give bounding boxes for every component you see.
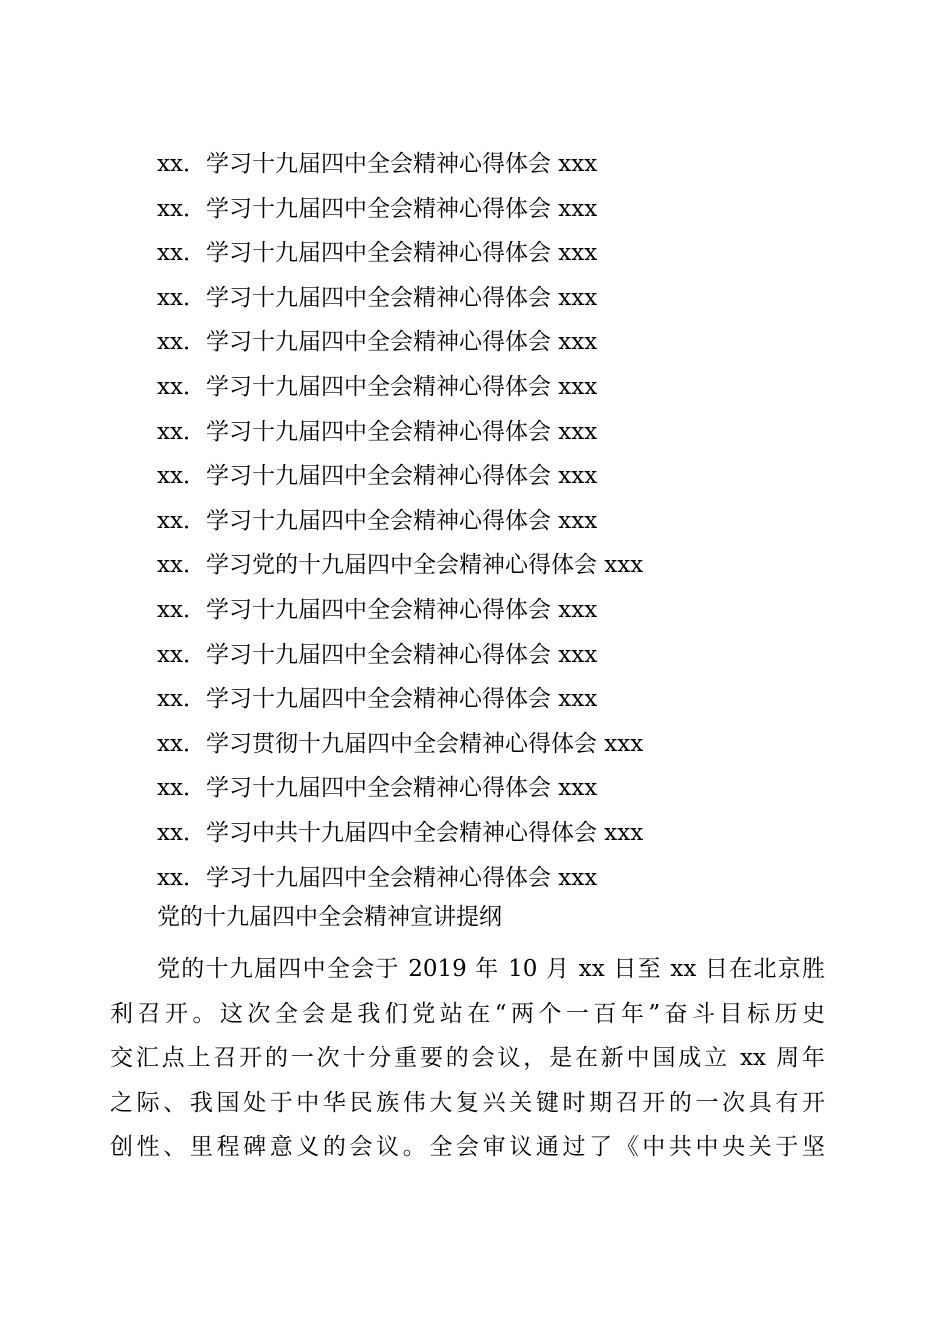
paragraph-line: 交汇点上召开的一次十分重要的会议，是在新中国成立 xx 周年 [110, 1045, 825, 1072]
toc-item: xx．学习十九届四中全会精神心得体会 xxx [157, 463, 598, 490]
paragraph-line: 党的十九届四中全会于 2019 年 10 月 xx 日至 xx 日在北京胜 [157, 956, 825, 982]
toc-item: xx．学习十九届四中全会精神心得体会 xxx [157, 775, 598, 802]
paragraph-line: 创性、里程碑意义的会议。全会审议通过了《中共中央关于坚 [110, 1134, 825, 1161]
toc-item: xx．学习十九届四中全会精神心得体会 xxx [157, 641, 598, 668]
table-of-contents [157, 142, 857, 900]
toc-item: xx．学习中共十九届四中全会精神心得体会 xxx [157, 819, 644, 846]
toc-item: xx．学习贯彻十九届四中全会精神心得体会 xxx [157, 730, 644, 757]
toc-item: xx．学习十九届四中全会精神心得体会 xxx [157, 864, 598, 891]
toc-item: xx．学习十九届四中全会精神心得体会 xxx [157, 373, 598, 400]
toc-item: xx．学习党的十九届四中全会精神心得体会 xxx [157, 552, 644, 579]
toc-item: xx．学习十九届四中全会精神心得体会 xxx [157, 284, 598, 311]
body-paragraph [110, 947, 825, 1170]
toc-item: xx．学习十九届四中全会精神心得体会 xxx [157, 418, 598, 445]
paragraph-line: 之际、我国处于中华民族伟大复兴关键时期召开的一次具有开 [110, 1089, 825, 1116]
toc-item: xx．学习十九届四中全会精神心得体会 xxx [157, 195, 598, 222]
toc-item: xx．学习十九届四中全会精神心得体会 xxx [157, 329, 598, 356]
toc-item: xx．学习十九届四中全会精神心得体会 xxx [157, 151, 598, 177]
toc-item: xx．学习十九届四中全会精神心得体会 xxx [157, 596, 598, 623]
section-title: 党的十九届四中全会精神宣讲提纲 [157, 904, 502, 930]
toc-item: xx．学习十九届四中全会精神心得体会 xxx [157, 507, 598, 534]
toc-item: xx．学习十九届四中全会精神心得体会 xxx [157, 240, 598, 267]
paragraph-line: 利召开。这次全会是我们党站在“两个一百年”奋斗目标历史 [110, 1000, 825, 1027]
toc-item: xx．学习十九届四中全会精神心得体会 xxx [157, 686, 598, 713]
